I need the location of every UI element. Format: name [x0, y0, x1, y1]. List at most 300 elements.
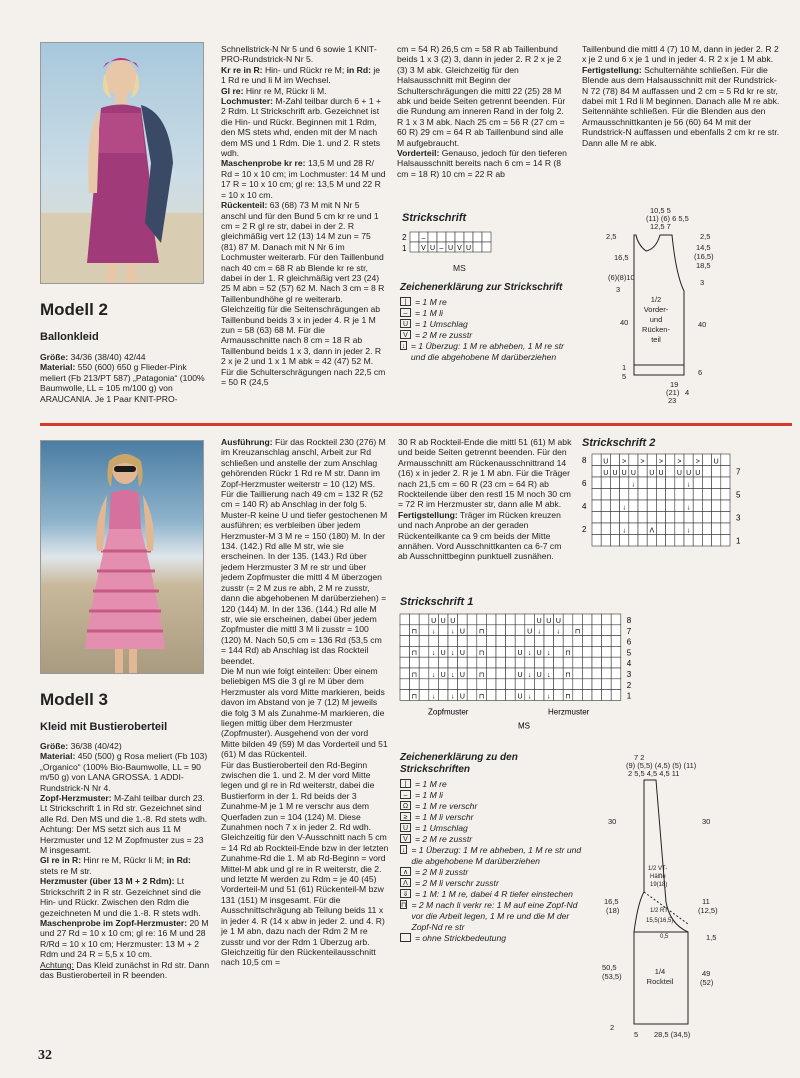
model3-col2: [221, 437, 389, 968]
chart-cell: [515, 636, 525, 647]
legend-text: = 1 M re: [415, 297, 447, 307]
m3-aus-text2: Die M nun wie folgt einteilen: Über einem beliebigen MS die 3 gl re M über dem Herzmuster als vord Mitte markieren, beids davon im Abstand von je 7 (12) M jeweils die folg 3 M als Zunahme-M markieren, die liegen mittig über dem Herzmuster (Zopfmuster). Ausgehend von der vord Mitte bilden 49 (59) M das Vorderteil und 51 (61) M das Rückenteil.: [221, 665, 388, 760]
chart-cell-symbol: U: [440, 650, 446, 658]
chart-cell: [563, 625, 573, 636]
gl-label: Gl re:: [221, 85, 244, 96]
sch2-label2: Vorder-: [643, 305, 669, 314]
chart-cell: [629, 454, 638, 466]
chart-cell: [611, 679, 621, 690]
legend-text: = 1 M li: [415, 308, 443, 318]
chart-cell: [554, 679, 564, 690]
chart-cell-symbol: ↓: [631, 481, 636, 489]
chart-cell: [702, 535, 711, 547]
ss2-chart: [580, 452, 780, 548]
chart-cell: [400, 668, 410, 679]
chart-cell-symbol: U: [447, 245, 454, 252]
chart-cell: [582, 614, 592, 625]
legend-text: = 1 Überzug: 1 M re abheben, 1 M re str und die abgehobene M darüberziehen: [411, 845, 582, 866]
chart-cell-symbol: –: [421, 235, 426, 242]
sch3-strap1: 1/2 VT-: [648, 866, 668, 872]
chart-cell: [638, 489, 647, 501]
chart-cell-symbol: ↓: [547, 671, 551, 679]
vorder-text: Genauso, jedoch für den tieferen Halsausschnitt bereits nach 6 cm = 14 R (8 cm = 18 R) 10 cm = 22 R ab: [397, 148, 567, 179]
chart-cell: [675, 512, 684, 524]
chart-cell: [592, 625, 602, 636]
ss1-row-label: 5: [626, 648, 632, 658]
chart-cell: [647, 512, 656, 524]
chart-cell: [721, 454, 730, 466]
model2-legend-item: [400, 297, 575, 308]
m3-gl-rd-label: in Rd:: [166, 855, 191, 866]
chart-cell-symbol: ↓: [451, 650, 455, 658]
chart-cell: [467, 679, 477, 690]
m3-achtung-text: Das Kleid zunächst in Rd str. Dann das Bustieroberteil in R beenden.: [40, 959, 210, 980]
model2-material-label: Material:: [40, 362, 76, 373]
m3-aus-text3: Für das Bustieroberteil den Rd-Beginn zwischen die 1. und 2. M der vord Mitte legen und gl re in Rd weiterstr, dabei die Bustierform in der 1. Rd beids der 3 Zunahme-M je 1 M re verschr aus dem Querfaden zun = 104 (124) M. Diese Zunahmen noch 7 x in jeder 2. Rd wdh. Gleichzeitig für den V-Ausschnitt nach 5 cm = 14 Rd ab Rockteil-Ende bzw in der letzten Zunahme-Rd die 1. M ab Rd-Beginn = vord Mittel-M abk und gl re in R weiterstr, die 2. und letzte M werden zu Rdm = je 40 (45) Vorderteil-M und 51 (61) Rückenteil-M bzw 131 (151) M insgesamt. Für die Ausschnittschrägung ab Teilung beids 11 x in jeder 4. R (14 x abw in jeder 2. und 4. R) je 1 M abn, dazu nach der Rdm 2 M re zusstr und vor der Rdm 1 Überzug arb. Gleichzeitig für den Rückenteilausschnitt nach 10,5 cm =: [221, 759, 389, 968]
chart-cell: [573, 679, 583, 690]
legend-text: = 2 M li zusstr: [415, 867, 469, 877]
herzmuster-label: Herzmuster: [548, 707, 590, 717]
legend-symbol-icon: ⇓: [400, 889, 411, 898]
chart-cell: [611, 625, 621, 636]
chart-cell-symbol: V: [457, 245, 462, 252]
chart-cell: [675, 477, 684, 489]
chart-cell-symbol: U: [649, 470, 655, 477]
kr-rd-text: je 1 Rd re und li M im Wechsel.: [221, 64, 381, 86]
sch3-strap2: Hälfte: [650, 874, 666, 880]
chart-cell: [601, 523, 610, 535]
chart-cell: [592, 489, 601, 501]
chart-cell-symbol: ⊓: [411, 671, 418, 679]
m3-col3-text: 30 R ab Rockteil-Ende die mittl 51 (61) M abk und beide Seiten getrennt beenden. Für den Armausschnitt am Rückenausschnittrand 14 (16) x in jeder 2. R je 1 M abn. Für die Träger nach 21,5 cm = 60 R (23 cm = 64 R) ab Rockteilende über den restl 15 M noch 30 cm = 72 R im Herzmuster str, dann alle M abk.: [398, 437, 572, 510]
sch2-b1a: 19: [670, 380, 679, 389]
legend-symbol-icon: |: [400, 297, 411, 306]
chart-cell: [611, 636, 621, 647]
sch2-r2c: 18,5: [696, 261, 711, 270]
chart-cell: [620, 477, 629, 489]
chart-cell: [506, 657, 516, 668]
chart-cell: [656, 477, 665, 489]
legend-text: = 1 Überzug: 1 M re abheben, 1 M re str und die abgehobene M darüberziehen: [410, 341, 564, 362]
chart-cell: [525, 657, 535, 668]
chart-cell-symbol: U: [603, 470, 609, 477]
chart-cell: [410, 657, 420, 668]
chart-cell: [486, 646, 496, 657]
legend-symbol-icon: V: [400, 330, 411, 339]
chart-cell: [611, 646, 621, 657]
chart-cell: [693, 477, 702, 489]
chart-cell: [721, 466, 730, 478]
chart-cell: [629, 523, 638, 535]
chart-cell: [428, 232, 437, 242]
chart-cell: [712, 523, 721, 535]
chart-cell-symbol: ⊓: [478, 671, 485, 679]
sch2-b2: 4: [685, 388, 690, 397]
loch-text: M-Zahl teilbar durch 6 + 1 + 2 Rdm. Lt Strickschrift arb. Gezeichnet ist die Hin- und Rückr. Beginnen mit 1 Rdm, den MS stets whd, enden mit der M nach dem MS und 1 Rdm. Die 1. und 2. R stets wdh.: [221, 96, 382, 159]
chart-cell-symbol: U: [527, 628, 533, 636]
chart-cell: [666, 512, 675, 524]
chart-cell: [712, 489, 721, 501]
chart-cell: [712, 535, 721, 547]
legend-text: = 2 M nach li verkr re: 1 M auf eine Zopf-Nd vor die Arbeit legen, 1 M re und die M der Zopf-Nd re str: [411, 900, 578, 932]
sch2-r3: 3: [700, 278, 705, 287]
chart-cell: [467, 625, 477, 636]
ss2-row-label-left: 4: [582, 502, 587, 511]
chart-cell: [467, 636, 477, 647]
chart-cell-symbol: U: [612, 470, 618, 477]
chart-cell: [602, 625, 612, 636]
chart-cell: [647, 535, 656, 547]
sch3-l1: 30: [608, 817, 617, 826]
legend-symbol-icon: ∧: [400, 867, 411, 876]
m3-herz-label: Herzmuster (über 13 M + 2 Rdm):: [40, 876, 175, 887]
chart-cell: [525, 636, 535, 647]
chart-cell: [592, 477, 601, 489]
model3-legend-item: [400, 790, 590, 801]
chart-cell-symbol: ↓: [547, 693, 551, 701]
chart-cell: [438, 657, 448, 668]
chart-cell-symbol: U: [517, 650, 523, 658]
chart-cell: [721, 523, 730, 535]
model2-schematic: [600, 205, 790, 405]
chart-cell: [592, 679, 602, 690]
model3-legend: [400, 752, 590, 944]
chart-cell: [446, 232, 455, 242]
legend-text: = 1 M li verschr: [415, 812, 474, 822]
chart-cell: [486, 690, 496, 701]
chart-cell: [458, 636, 468, 647]
legend-text: = 1 Umschlag: [415, 823, 468, 833]
chart-cell: [582, 657, 592, 668]
legend-text: = 1 M: 1 M re, dabei 4 R tiefer einstechen: [415, 889, 573, 899]
chart-cell: [458, 614, 468, 625]
chart-cell: [410, 232, 419, 242]
ss2-row-label-right: 7: [736, 467, 741, 477]
sch2-r4: 40: [698, 320, 707, 329]
svg-text:1: 1: [402, 244, 407, 253]
loch-label: Lochmuster:: [221, 96, 274, 107]
chart-cell: [473, 232, 482, 242]
sch3-label1: 1/4: [654, 967, 666, 976]
m3-aus-label: Ausführung:: [221, 437, 273, 447]
chart-cell: [602, 690, 612, 701]
chart-cell: [656, 489, 665, 501]
chart-cell: [592, 646, 602, 657]
chart-cell: [712, 477, 721, 489]
chart-cell: [448, 679, 458, 690]
ss1-row-label: 7: [626, 626, 632, 636]
chart-cell: [515, 679, 525, 690]
ss1-title: Strickschrift 1: [400, 596, 474, 608]
chart-cell: [506, 679, 516, 690]
chart-cell: [438, 690, 448, 701]
chart-cell: [506, 668, 516, 679]
sch3-l4: 2: [610, 1023, 615, 1032]
chart-cell: [419, 614, 429, 625]
chart-cell: [477, 614, 487, 625]
chart-cell: [506, 646, 516, 657]
legend-symbol-icon: ↓: [401, 343, 406, 350]
sch3-mid3: 15,5(16,5): [646, 918, 674, 924]
chart-cell: [515, 625, 525, 636]
sch2-l2: 16,5: [614, 253, 629, 262]
chart-cell: [419, 668, 429, 679]
chart-cell: [721, 477, 730, 489]
chart-cell: [666, 466, 675, 478]
ss1-row-label: 2: [626, 680, 632, 690]
chart-cell-symbol: ↓: [431, 693, 436, 701]
chart-cell-symbol: >: [677, 458, 682, 466]
model2-legend-item: [400, 319, 575, 330]
sch3-b1: 5: [634, 1030, 639, 1039]
model2-groesse-label: Größe:: [40, 352, 69, 362]
model2-photo: [40, 42, 204, 284]
model3-col1: [40, 690, 210, 980]
sch2-r1: 2,5: [700, 232, 711, 241]
chart-cell: [610, 454, 619, 466]
chart-cell-symbol: ⊓: [565, 693, 571, 701]
chart-cell: [477, 636, 487, 647]
chart-cell-symbol: U: [459, 693, 465, 701]
chart-cell: [525, 614, 535, 625]
sch3-r4b: (52): [700, 978, 714, 987]
model3-legend-item: [400, 779, 590, 790]
sch2-l7: 5: [622, 372, 627, 381]
kr-label: Kr re in R:: [221, 64, 263, 75]
sch2-top: 10,5 5: [650, 206, 671, 215]
chart-cell-symbol: U: [536, 671, 542, 679]
chart-cell-symbol: >: [622, 458, 627, 466]
chart-cell-symbol: U: [429, 245, 436, 252]
ss2-title: Strickschrift 2: [582, 437, 656, 449]
chart-cell: [429, 679, 439, 690]
chart-cell-symbol: U: [517, 693, 523, 701]
ss1-row-label: 1: [626, 691, 632, 701]
model3-legend-item: [400, 900, 590, 933]
chart-cell: [525, 679, 535, 690]
sch3-r2b: (12,5): [698, 906, 718, 915]
chart-cell: [601, 477, 610, 489]
chart-cell: [602, 636, 612, 647]
kr-rd-label: in Rd:: [346, 64, 371, 75]
chart-cell: [400, 636, 410, 647]
sch2-label1: 1/2: [650, 295, 662, 304]
chart-cell: [592, 523, 601, 535]
model3-legend-item: [400, 889, 590, 900]
chart-cell: [573, 636, 583, 647]
chart-cell: [448, 657, 458, 668]
chart-cell: [656, 500, 665, 512]
chart-cell: [684, 535, 693, 547]
sch3-l3a: 50,5: [602, 963, 617, 972]
chart-cell: [638, 512, 647, 524]
sch3-mid2: 1/2 RT: [650, 908, 668, 914]
chart-cell: [666, 523, 675, 535]
chart-cell: [419, 636, 429, 647]
sch3-l2a: 16,5: [604, 897, 619, 906]
legend-text: = 2 M re zusstr: [415, 330, 473, 340]
chart-cell: [582, 690, 592, 701]
model3-legend-item: [400, 878, 590, 889]
chart-cell: [455, 232, 464, 242]
chart-cell: [656, 512, 665, 524]
sch2-r2a: 14,5: [696, 243, 711, 252]
chart-cell: [400, 646, 410, 657]
chart-cell: [601, 512, 610, 524]
chart-cell: [666, 535, 675, 547]
chart-cell: [712, 466, 721, 478]
section-divider: [40, 423, 792, 426]
chart-cell-symbol: –: [439, 245, 444, 252]
chart-cell: [496, 636, 506, 647]
sch3-t3: 2 5,5 4,5 4,5 11: [628, 769, 680, 778]
chart-cell: [438, 679, 448, 690]
model2-ms-label: MS: [453, 263, 466, 273]
chart-cell: [534, 636, 544, 647]
chart-cell: [611, 668, 621, 679]
chart-cell: [582, 636, 592, 647]
chart-cell: [638, 535, 647, 547]
chart-cell: [544, 679, 554, 690]
model2-col2: [221, 44, 386, 387]
chart-cell: [419, 657, 429, 668]
chart-cell: [438, 636, 448, 647]
chart-cell: [693, 489, 702, 501]
chart-cell-symbol: ↓: [537, 628, 541, 636]
ss2-row-label-right: 5: [736, 490, 741, 500]
chart-cell: [702, 466, 711, 478]
legend-symbol-icon: Ω: [400, 801, 411, 810]
m3-zopf-text: M-Zahl teilbar durch 23. Lt Strickschrift 1 in Rd str. Gezeichnet sind alle Rd. Den MS und die 1.-8. Rd stets wdh. Achtung: Der MS setzt sich aus 11 M Herzmuster und 12 M Zopfmuster zus = 23 M insgesamt.: [40, 793, 208, 856]
chart-cell-symbol: ⊓: [411, 650, 418, 658]
legend-symbol-icon: U: [400, 823, 411, 832]
legend-symbol-icon: Λ: [400, 878, 411, 887]
chart-cell-symbol: >: [658, 458, 664, 466]
chart-cell-symbol: ↓: [451, 693, 455, 701]
model2-subtitle: Ballonkleid: [40, 331, 99, 343]
chart-cell-symbol: U: [450, 617, 456, 625]
chart-cell: [592, 454, 601, 466]
chart-cell: [573, 657, 583, 668]
m3-material-label: Material:: [40, 751, 76, 762]
chart-cell-symbol: ↓: [431, 650, 436, 658]
chart-cell: [656, 535, 665, 547]
sch2-l3: (6)(8)10: [608, 273, 635, 282]
chart-cell: [629, 512, 638, 524]
model3-legend-item: [400, 867, 590, 878]
chart-cell: [582, 668, 592, 679]
chart-cell: [620, 489, 629, 501]
chart-cell: [629, 535, 638, 547]
model3-legend-item: [400, 933, 590, 944]
sch3-t2: (9) (5,5) (4,5) (5) (11): [626, 761, 697, 770]
model2-strickschrift-title: Strickschrift: [402, 212, 467, 224]
chart-cell: [693, 523, 702, 535]
chart-cell: [610, 489, 619, 501]
chart-cell: [702, 489, 711, 501]
legend-symbol-icon: ↓: [401, 847, 406, 854]
chart-cell-symbol: U: [713, 458, 719, 466]
chart-cell: [602, 614, 612, 625]
chart-cell: [647, 454, 656, 466]
chart-cell: [629, 500, 638, 512]
m3-mprobe-text: 20 M und 27 Rd = 10 x 10 cm; gl re: 16 M und 28 R/Rd = 10 x 10 cm; Herzmuster: 13 M + 2 Rdm und 24 R = 5,5 x 10 cm.: [40, 917, 209, 960]
sch3-r4a: 49: [702, 969, 711, 978]
chart-cell-symbol: U: [440, 671, 446, 679]
chart-cell: [601, 489, 610, 501]
chart-cell: [684, 512, 693, 524]
chart-cell-symbol: >: [640, 458, 645, 466]
model2-legend-item: [400, 341, 575, 363]
chart-cell-symbol: ↓: [451, 628, 455, 636]
chart-cell-symbol: U: [440, 617, 446, 625]
chart-cell: [506, 636, 516, 647]
chart-cell-symbol: U: [459, 671, 465, 679]
chart-cell: [419, 625, 429, 636]
chart-cell-symbol: U: [459, 650, 465, 658]
chart-cell: [563, 636, 573, 647]
chart-cell: [448, 636, 458, 647]
chart-cell: [582, 646, 592, 657]
rueck-label: Rückenteil:: [221, 200, 268, 211]
chart-cell: [592, 636, 602, 647]
chart-cell: [582, 625, 592, 636]
chart-cell: [458, 679, 468, 690]
sch2-label4: Rücken-: [642, 325, 670, 334]
chart-cell: [702, 523, 711, 535]
sch2-n1: (11) (6) 6 5,5: [646, 214, 689, 223]
chart-cell: [554, 690, 564, 701]
sch2-l6: 1: [622, 363, 627, 372]
chart-cell-symbol: ⊓: [565, 650, 571, 658]
chart-cell: [602, 668, 612, 679]
chart-cell: [477, 679, 487, 690]
chart-cell: [721, 489, 730, 501]
chart-cell-symbol: ↓: [431, 671, 436, 679]
chart-cell: [573, 646, 583, 657]
chart-cell: [602, 657, 612, 668]
chart-cell: [467, 690, 477, 701]
chart-cell: [496, 625, 506, 636]
chart-cell: [496, 690, 506, 701]
model2-legend-item: [400, 330, 575, 341]
chart-cell: [554, 668, 564, 679]
chart-cell: [554, 636, 564, 647]
chart-cell: [486, 625, 496, 636]
model2-material: 550 (600) 650 g Flieder-Pink meliert (Fb 213/PT 587) „Patagonia“ (100% Baumwolle, LL = 105 m/100 g) von ARAUCANIA. Je 1 Paar KNIT-PRO-: [40, 362, 205, 404]
chart-cell-symbol: U: [621, 470, 627, 477]
legend-symbol-icon: ≥: [400, 812, 411, 821]
chart-cell: [410, 614, 420, 625]
chart-cell: [400, 657, 410, 668]
ss2-row-label-right: 3: [736, 513, 741, 523]
chart-cell: [611, 614, 621, 625]
chart-cell: [610, 512, 619, 524]
model3-schematic: [598, 752, 788, 1042]
model2-legend: [400, 282, 575, 363]
chart-cell-symbol: ↓: [686, 527, 691, 535]
chart-cell: [477, 657, 487, 668]
chart-cell: [693, 500, 702, 512]
chart-cell: [693, 512, 702, 524]
chart-cell: [467, 646, 477, 657]
ss2-row-label-left: 2: [582, 525, 587, 534]
chart-cell: [458, 657, 468, 668]
chart-cell-symbol: ↓: [686, 504, 691, 512]
sch3-l3b: (53,5): [602, 972, 622, 981]
chart-cell: [496, 679, 506, 690]
model3-photo: [40, 440, 204, 674]
